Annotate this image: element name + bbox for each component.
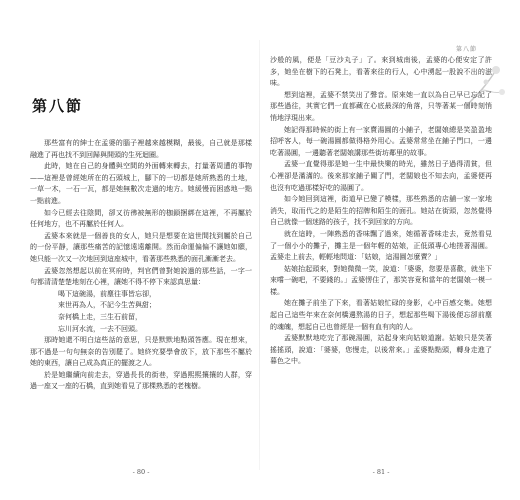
paragraph: 那些富有的紳士在孟婆的腦子裡越來越模糊，最後，自己就是那樣融進了再也找不到回歸與開頭的生死迴圈。 (30, 139, 252, 159)
paragraph: 孟婆本來就是一個善良的女人，她只是想要在這世間找到屬於自己的一份平靜，讓那些痛苦的記憶遠遠離開。然而命運偏偏不讓她如願，她只能一次又一次地回到這座城中，看著那些熟悉的面孔漸漸老去。 (30, 231, 252, 263)
paragraph: 孟婆一直覺得那是她一生中最快樂的時光，雖然日子過得清貧，但心裡卻是滿滿的。後來那家鋪子關了門，老闆娘也不知去向，孟婆便再也沒有吃過那樣好吃的湯圓了。 (270, 160, 492, 192)
chapter-title: 第八節 (32, 97, 84, 115)
left-page (30, 55, 252, 475)
verse-line: 忘川河水流，一去不回頭。 (58, 324, 142, 333)
paragraph: 想到這裡，孟婆不禁笑出了聲音。原來她一直以為自己早已忘記了那些過往，其實它們一直都藏在心底最深的角落，只等著某一個時刻悄悄地浮現出來。 (270, 90, 492, 122)
verse-line: 喝下這碗湯，前塵往事皆忘卻， (58, 289, 156, 298)
verse-line: 奈何橋上走，三生石前留， (58, 312, 142, 321)
paragraph: 此時，她在自己的身體與空間的外面轉來轉去，打量著周遭的事物——這裡是曾經她所在的石頭城上，腳下的一切都是她所熟悉的土地，一草一木，一石一瓦，都是她無數次走過的地方。她緩慢而困惑地一點一點前進。 (30, 162, 252, 205)
paragraph: 如今她回到這裡，街道早已變了模樣，那些熟悉的店舖一家一家地消失，取而代之的是陌生的招牌和陌生的面孔。她站在街頭，忽然覺得自己就像一個迷路的孩子，找不到回家的方向。 (270, 195, 492, 227)
paragraph: 她在攤子前坐了下來，看著姑娘忙碌的身影，心中百感交集。她想起自己這些年來在奈何橋邊熬湯的日子，想起那些喝下湯後便忘卻前塵的魂魄，想起自己也曾經是一個有血有肉的人。 (270, 299, 492, 331)
paragraph: 她記得那時候的街上有一家賣湯圓的小鋪子，老闆娘總是笑盈盈地招呼客人，每一碗湯圓都做得格外用心。孟婆常常坐在鋪子門口，一邊吃著湯圓，一邊聽著老闆娘講那些街坊鄰里的故事。 (270, 125, 492, 157)
paragraph: 姑娘抬起頭來，對她微微一笑，說道：「婆婆，您要是喜歡，就坐下來嚐一碗吧，不要錢的。」孟婆愣住了，那笑容竟和當年的老闆娘一模一樣。 (270, 264, 492, 296)
paragraph: 如今已經去往陰間，卻又彷彿被無形的枷鎖捆綁在這裡，不再屬於任何地方，也不再屬於任何人。 (30, 208, 252, 229)
verse-line: 來世再為人，不記今生苦與甜； (58, 301, 156, 310)
paragraph: 孟婆默默地吃完了那碗湯圓，站起身來向姑娘道謝。姑娘只是笑著搖搖頭，說道：「婆婆，您慢走，以後常來。」孟婆點點頭，轉身走進了暮色之中。 (270, 334, 492, 366)
page-number-right: - 81 - (372, 468, 390, 476)
verse-block (30, 289, 252, 335)
paragraph: 孟婆忽然想起以前在冥府時，判官們曾對她說過的那些話，一字一句都清清楚楚地刻在心裡，讓她不得不停下來認真思量： (30, 266, 252, 287)
paragraph: 那時她還不明白這些話的意思，只是默默地點頭答應。現在想來，那不過是一句句無奈的告別罷了。她終究要學會放下，放下那些不屬於她的東西，讓自己成為真正的擺渡之人。 (30, 336, 252, 368)
page-gutter (259, 40, 260, 470)
paragraph: 於是她繼續向前走去，穿過長長的街巷，穿過熙熙攘攘的人群，穿過一座又一座的石橋，直到她看見了那棵熟悉的老槐樹。 (30, 370, 252, 391)
paragraph: 沙般的風，便是「豆沙丸子」了。來到城南後，孟婆的心便安定了許多，她坐在樹下的石凳上，看著來往的行人，心中湧起一股說不出的滋味。 (270, 56, 492, 88)
right-page (270, 55, 492, 475)
page-number-left: - 80 - (132, 468, 150, 476)
running-head: 第八節 (456, 46, 478, 53)
paragraph: 就在這時，一陣熟悉的香味飄了過來，她循著香味走去，竟然看見了一個小小的攤子，攤主是一個年輕的姑娘，正低頭專心地搓著湯圓。孟婆走上前去，輕輕地問道：「姑娘，這湯圓怎麼賣？」 (270, 229, 492, 262)
